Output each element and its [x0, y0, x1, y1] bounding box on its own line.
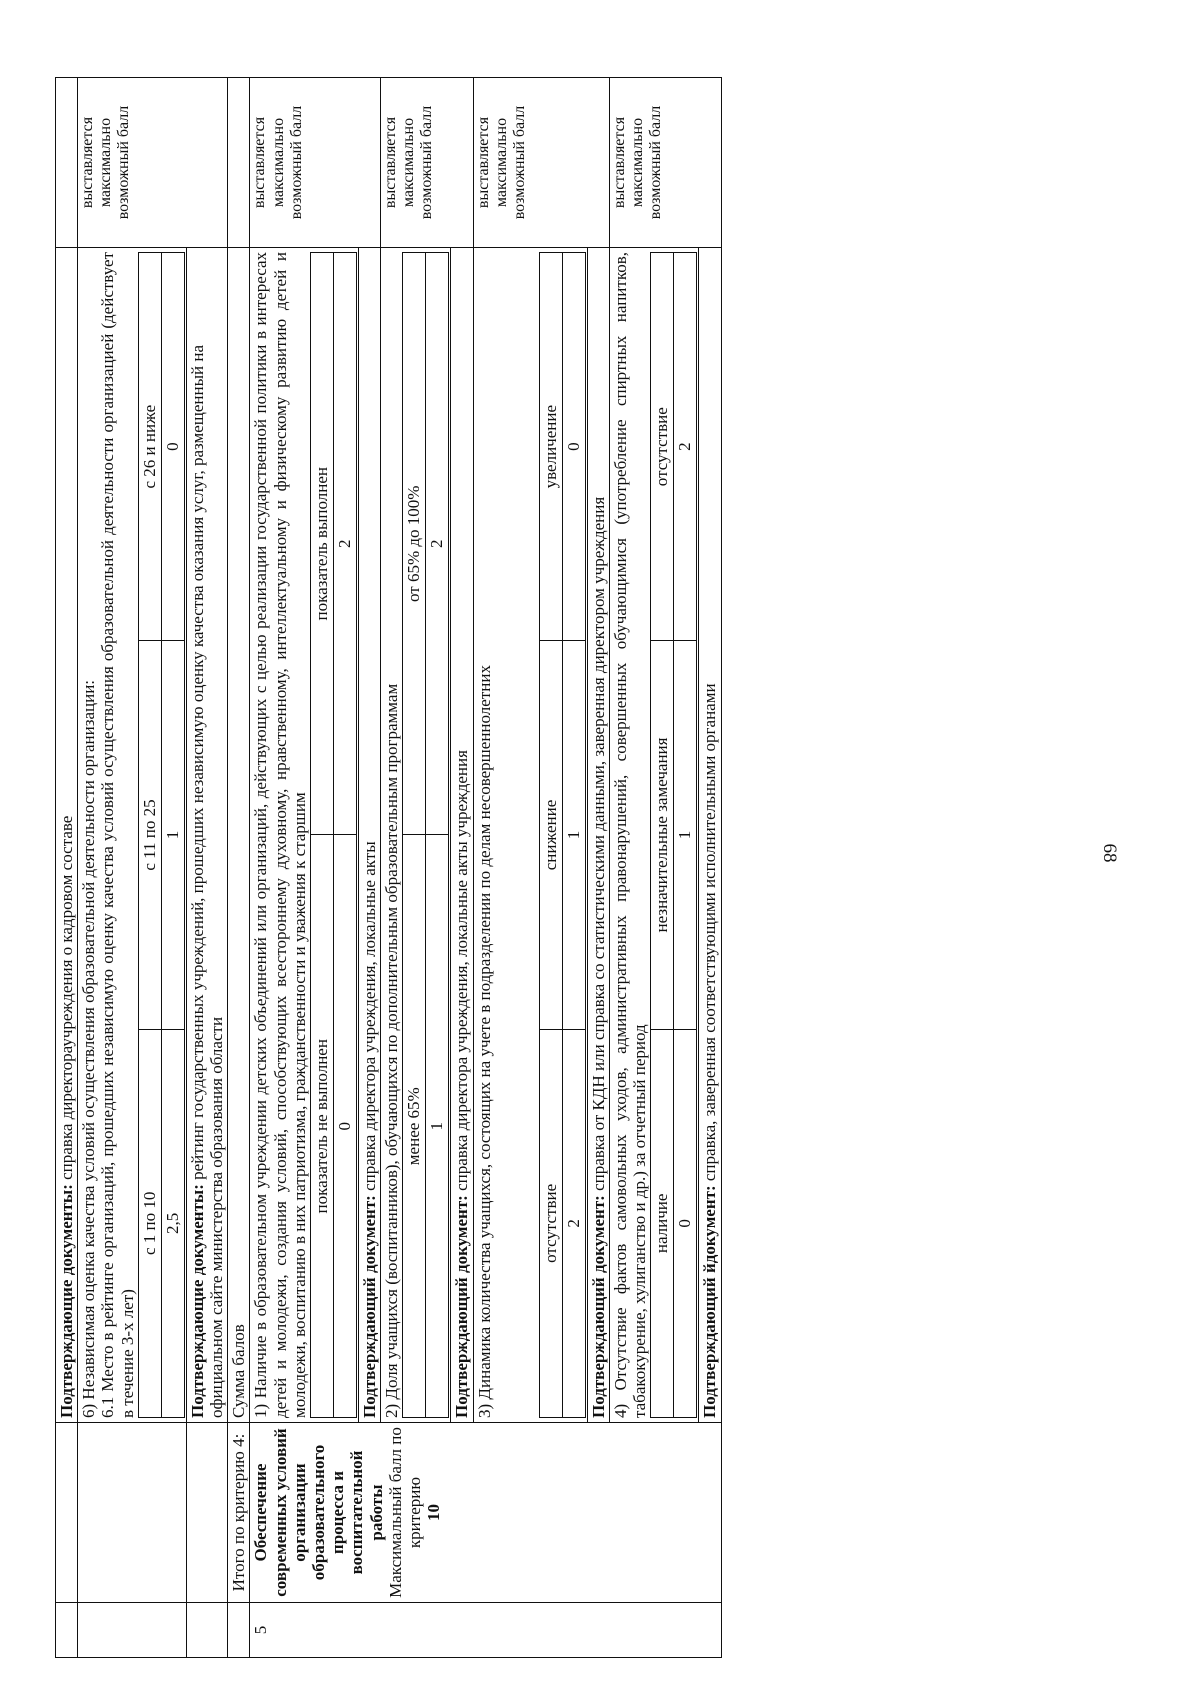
- table-row: [228, 78, 250, 1658]
- indicator-cell: 4) Отсутствие фактов самовольных уходов, административных правонарушений, совершенных обучающимися (употребление спиртных напитков, табакокурение, хулиганство и др.) за отчетный период наличие незначительные замечания отсутствие 0 1 2: [610, 248, 699, 1423]
- table-row: [78, 78, 187, 1658]
- max-score-note: выставляется максимально возможный балл: [610, 78, 722, 248]
- table-row: [610, 78, 699, 1658]
- supporting-docs-cell: Подтверждающий йдокумент: справка, заверенная соответствующими исполнительными органами: [699, 248, 721, 1423]
- table-row: [699, 78, 721, 1658]
- rotated-table-page: [55, 78, 1075, 1658]
- table-row: [250, 78, 359, 1658]
- max-score-value: 10: [424, 1504, 444, 1521]
- criterion-number: 5: [250, 1603, 721, 1658]
- supporting-docs-cell: Подтверждающий документ: справка директора учреждения, локальные акты: [359, 248, 381, 1423]
- score-grid: отсутствие снижение увеличение 2 1 0: [539, 252, 586, 1418]
- max-score-note: выставляется максимально возможный балл: [473, 78, 609, 248]
- table-row: [473, 78, 587, 1658]
- criterion-name-cell: [250, 1423, 721, 1603]
- criteria-table: [55, 77, 722, 1658]
- score-grid: с 1 по 10 с 11 по 25 с 26 и ниже 2,5 1 0: [138, 252, 185, 1418]
- supporting-docs-cell: Подтверждающий документ: справка от КДН или справка со статистическими данными, заверенная директором учреждения: [587, 248, 609, 1423]
- sum-cell: Сумма балов: [228, 248, 250, 1423]
- score-grid: менее 65% от 65% до 100% 1 2: [402, 252, 449, 1418]
- table-row: [186, 78, 227, 1658]
- score-grid: показатель не выполнен показатель выполнен 0 2: [310, 252, 357, 1418]
- supporting-docs-cell: Подтверждающие документы: справка директораучреждения о кадровом составе: [56, 248, 78, 1423]
- table-row: [587, 78, 609, 1658]
- indicator-cell: 1) Наличие в образовательном учреждении детских объединений или организаций, действующих с целью реализации государственной политики в интересах детей и молодежи, создания условий, способствующих всестороннему духовному, нравственному, интеллектуальному и физическому развитию детей и молодежи, воспитанию в них патриотизма, гражданственности и уважения к старшим показатель не выполнен показатель выполнен 0 2: [250, 248, 359, 1423]
- table-row: [359, 78, 381, 1658]
- total-label: Итого по критерию 4:: [228, 1423, 250, 1603]
- indicator-cell: 2) Доля учащихся (воспитанников), обучающихся по дополнительным образовательным программам менее 65% от 65% до 100% 1 2: [381, 248, 451, 1423]
- max-score-note: выставляется максимально возможный балл: [250, 78, 381, 248]
- score-grid: наличие незначительные замечания отсутствие 0 1 2: [650, 252, 697, 1418]
- page-number: 68: [1099, 843, 1120, 863]
- supporting-docs-cell: Подтверждающий документ: справка директора учреждения, локальные акты учреждения: [451, 248, 473, 1423]
- indicator-cell: 3) Динамика количества учащихся, состоящих на учете в подразделении по делам несовершеннолетних отсутствие снижение увеличение 2 1 0: [473, 248, 587, 1423]
- independent-assessment-cell: 6) Независимая оценка качества условий осуществления образовательной деятельности организации: 6.1 Место в рейтинге организаций, прошедших независимую оценку качества условий осуществления образовательной деятельности организацией (действует в течение 3-х лет) с 1 по 10 с 11 по 25 с 26 и ниже 2,5 1 0: [78, 248, 187, 1423]
- max-score-note: выставляется максимально возможный балл: [78, 78, 228, 248]
- table-row: [451, 78, 473, 1658]
- max-score-label: Максимальный балл по критерию: [385, 1427, 425, 1598]
- max-score-note: выставляется максимально возможный балл: [381, 78, 473, 248]
- criterion-name: Обеспечение современных условий организации образовательного процесса и воспитательной работы: [251, 1428, 386, 1597]
- table-row: [381, 78, 451, 1658]
- supporting-docs-cell: Подтверждающие документы: рейтинг государственных учреждений, прошедших независимую оценку качества оказания услуг, размещенный на официальном сайте министерства образования области: [186, 248, 227, 1423]
- table-row: [56, 78, 78, 1658]
